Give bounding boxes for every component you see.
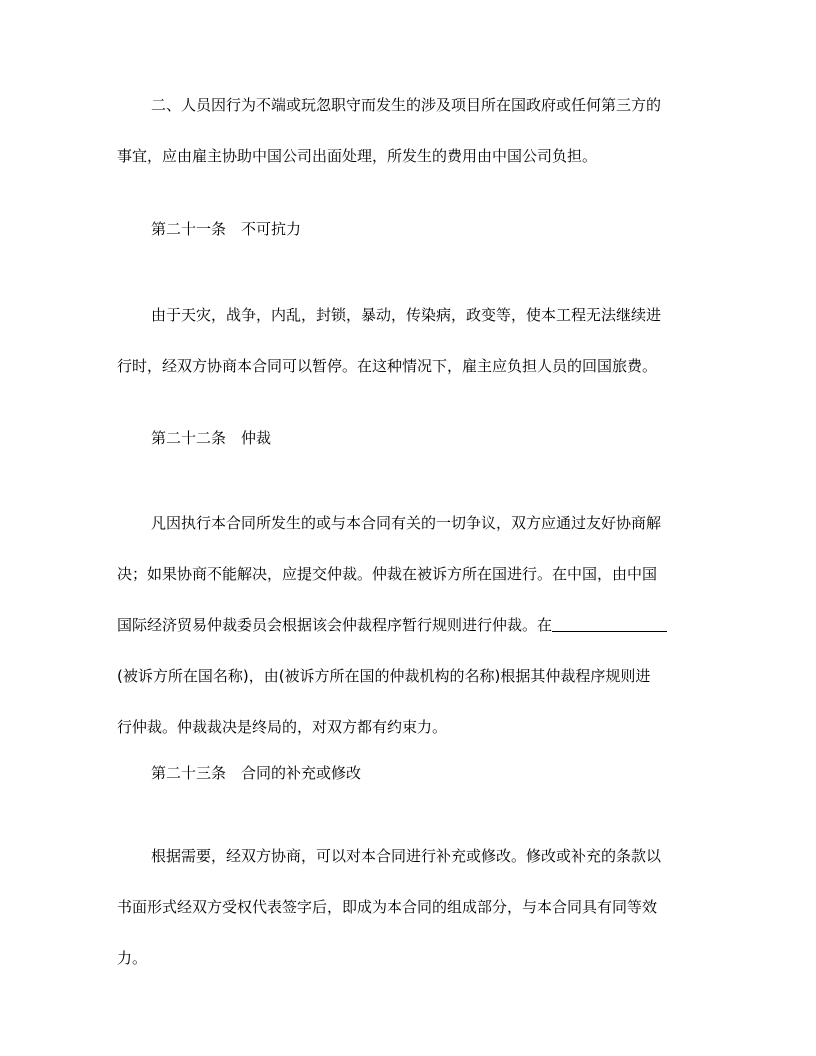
- article-23-heading: [117, 748, 703, 799]
- article-22-body: [117, 498, 703, 753]
- article-23-body: [117, 831, 703, 984]
- article-heading: 第二十二条 仲裁: [151, 429, 272, 447]
- text-line: (被诉方所在国名称)，由(被诉方所在国的仲裁机构的名称)根据其仲裁程序规则进: [117, 667, 651, 685]
- fill-in-blank: [552, 615, 667, 632]
- text-line: [117, 600, 703, 651]
- article-21-body: [117, 290, 703, 392]
- text-line-content: 国际经济贸易仲裁委员会根据该会仲裁程序暂行规则进行仲裁。在: [117, 616, 553, 634]
- text-line: 书面形式经双方受权代表签字后，即成为本合同的组成部分，与本合同具有同等效: [117, 898, 658, 916]
- text-line: 根据需要，经双方协商，可以对本合同进行补充或修改。修改或补充的条款以: [151, 847, 662, 865]
- text-line: 二、人员因行为不端或玩忽职守而发生的涉及项目所在国政府或任何第三方的: [151, 96, 662, 114]
- article-21-heading: [117, 204, 703, 255]
- article-heading: 第二十一条 不可抗力: [151, 220, 302, 238]
- text-line: 事宜，应由雇主协助中国公司出面处理，所发生的费用由中国公司负担。: [117, 147, 598, 165]
- article-22-heading: [117, 413, 703, 464]
- text-line: 凡因执行本合同所发生的或与本合同有关的一切争议，双方应通过友好协商解: [151, 514, 662, 532]
- text-line: 决；如果协商不能解决，应提交仲裁。仲裁在被诉方所在国进行。在中国，由中国: [117, 565, 658, 583]
- paragraph-personnel-misconduct: [117, 80, 703, 182]
- text-line: 力。: [117, 949, 148, 967]
- text-line: 由于天灾，战争，内乱，封锁，暴动，传染病，政变等，使本工程无法继续进: [151, 306, 662, 324]
- text-line: 行仲裁。仲裁裁决是终局的，对双方都有约束力。: [117, 718, 448, 736]
- text-line: 行时，经双方协商本合同可以暂停。在这种情况下，雇主应负担人员的回国旅费。: [117, 357, 658, 375]
- article-heading: 第二十三条 合同的补充或修改: [151, 764, 362, 782]
